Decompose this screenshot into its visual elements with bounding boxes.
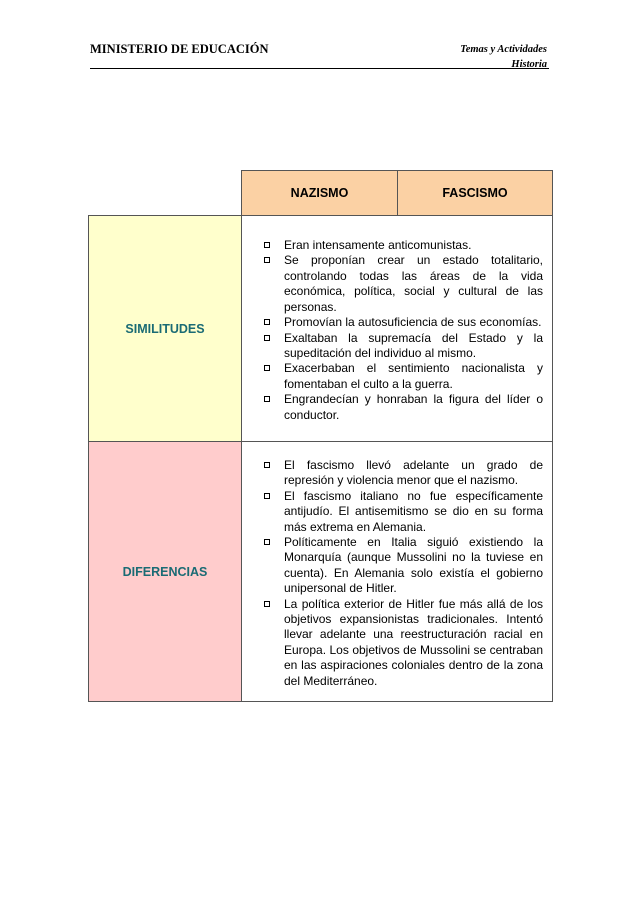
table-row: [89, 442, 553, 702]
square-bullet-icon: [264, 365, 270, 371]
list-item: Exaltaban la supremacía del Estado y la supeditación del individuo al mismo.: [262, 331, 543, 362]
square-bullet-icon: [264, 242, 270, 248]
square-bullet-icon: [264, 257, 270, 263]
comparison-table: [88, 170, 553, 702]
col-nazismo-header: NAZISMO: [242, 171, 398, 216]
diferencias-list: [242, 442, 552, 701]
similitudes-list: [242, 222, 552, 435]
row-label-similitudes: SIMILITUDES: [89, 216, 242, 442]
table-row: [89, 216, 553, 442]
row-label-diferencias: DIFERENCIAS: [89, 442, 242, 702]
square-bullet-icon: [264, 601, 270, 607]
similitudes-content: [242, 216, 553, 442]
page-header: [90, 42, 549, 69]
list-item: Eran intensamente anticomunistas.: [262, 238, 543, 253]
empty-corner-cell: [89, 171, 242, 216]
list-item: Políticamente en Italia siguió existiendo la Monarquía (aunque Mussolini no la tuviese en cuenta). En Alemania solo existía el gobierno unipersonal de Hitler.: [262, 535, 543, 597]
list-item: El fascismo llevó adelante un grado de represión y violencia menor que el nazismo.: [262, 458, 543, 489]
square-bullet-icon: [264, 319, 270, 325]
list-item: Se proponían crear un estado totalitario, controlando todas las áreas de la vida económica, política, social y cultural de las personas.: [262, 253, 543, 315]
section-title: Temas y Actividades: [460, 44, 547, 55]
list-item: Engrandecían y honraban la figura del líder o conductor.: [262, 392, 543, 423]
square-bullet-icon: [264, 335, 270, 341]
square-bullet-icon: [264, 396, 270, 402]
square-bullet-icon: [264, 539, 270, 545]
list-item: Promovían la autosuficiencia de sus economías.: [262, 315, 543, 330]
ministry-title: MINISTERIO DE EDUCACIÓN: [90, 42, 269, 56]
list-item: Exacerbaban el sentimiento nacionalista y fomentaban el culto a la guerra.: [262, 361, 543, 392]
table-header-row: [89, 171, 553, 216]
header-right: [460, 42, 547, 72]
square-bullet-icon: [264, 493, 270, 499]
list-item: El fascismo italiano no fue específicamente antijudío. El antisemitismo se dio en su forma más extrema en Alemania.: [262, 489, 543, 535]
subject-title: Historia: [511, 59, 547, 70]
square-bullet-icon: [264, 462, 270, 468]
list-item: La política exterior de Hitler fue más allá de los objetivos expansionistas tradicionales. Intentó llevar adelante una reestructuración racial en Europa. Los objetivos de Mussolini se centraban en las aspiraciones coloniales dentro de la zona del Mediterráneo.: [262, 597, 543, 689]
col-fascismo-header: FASCISMO: [398, 171, 553, 216]
diferencias-content: [242, 442, 553, 702]
